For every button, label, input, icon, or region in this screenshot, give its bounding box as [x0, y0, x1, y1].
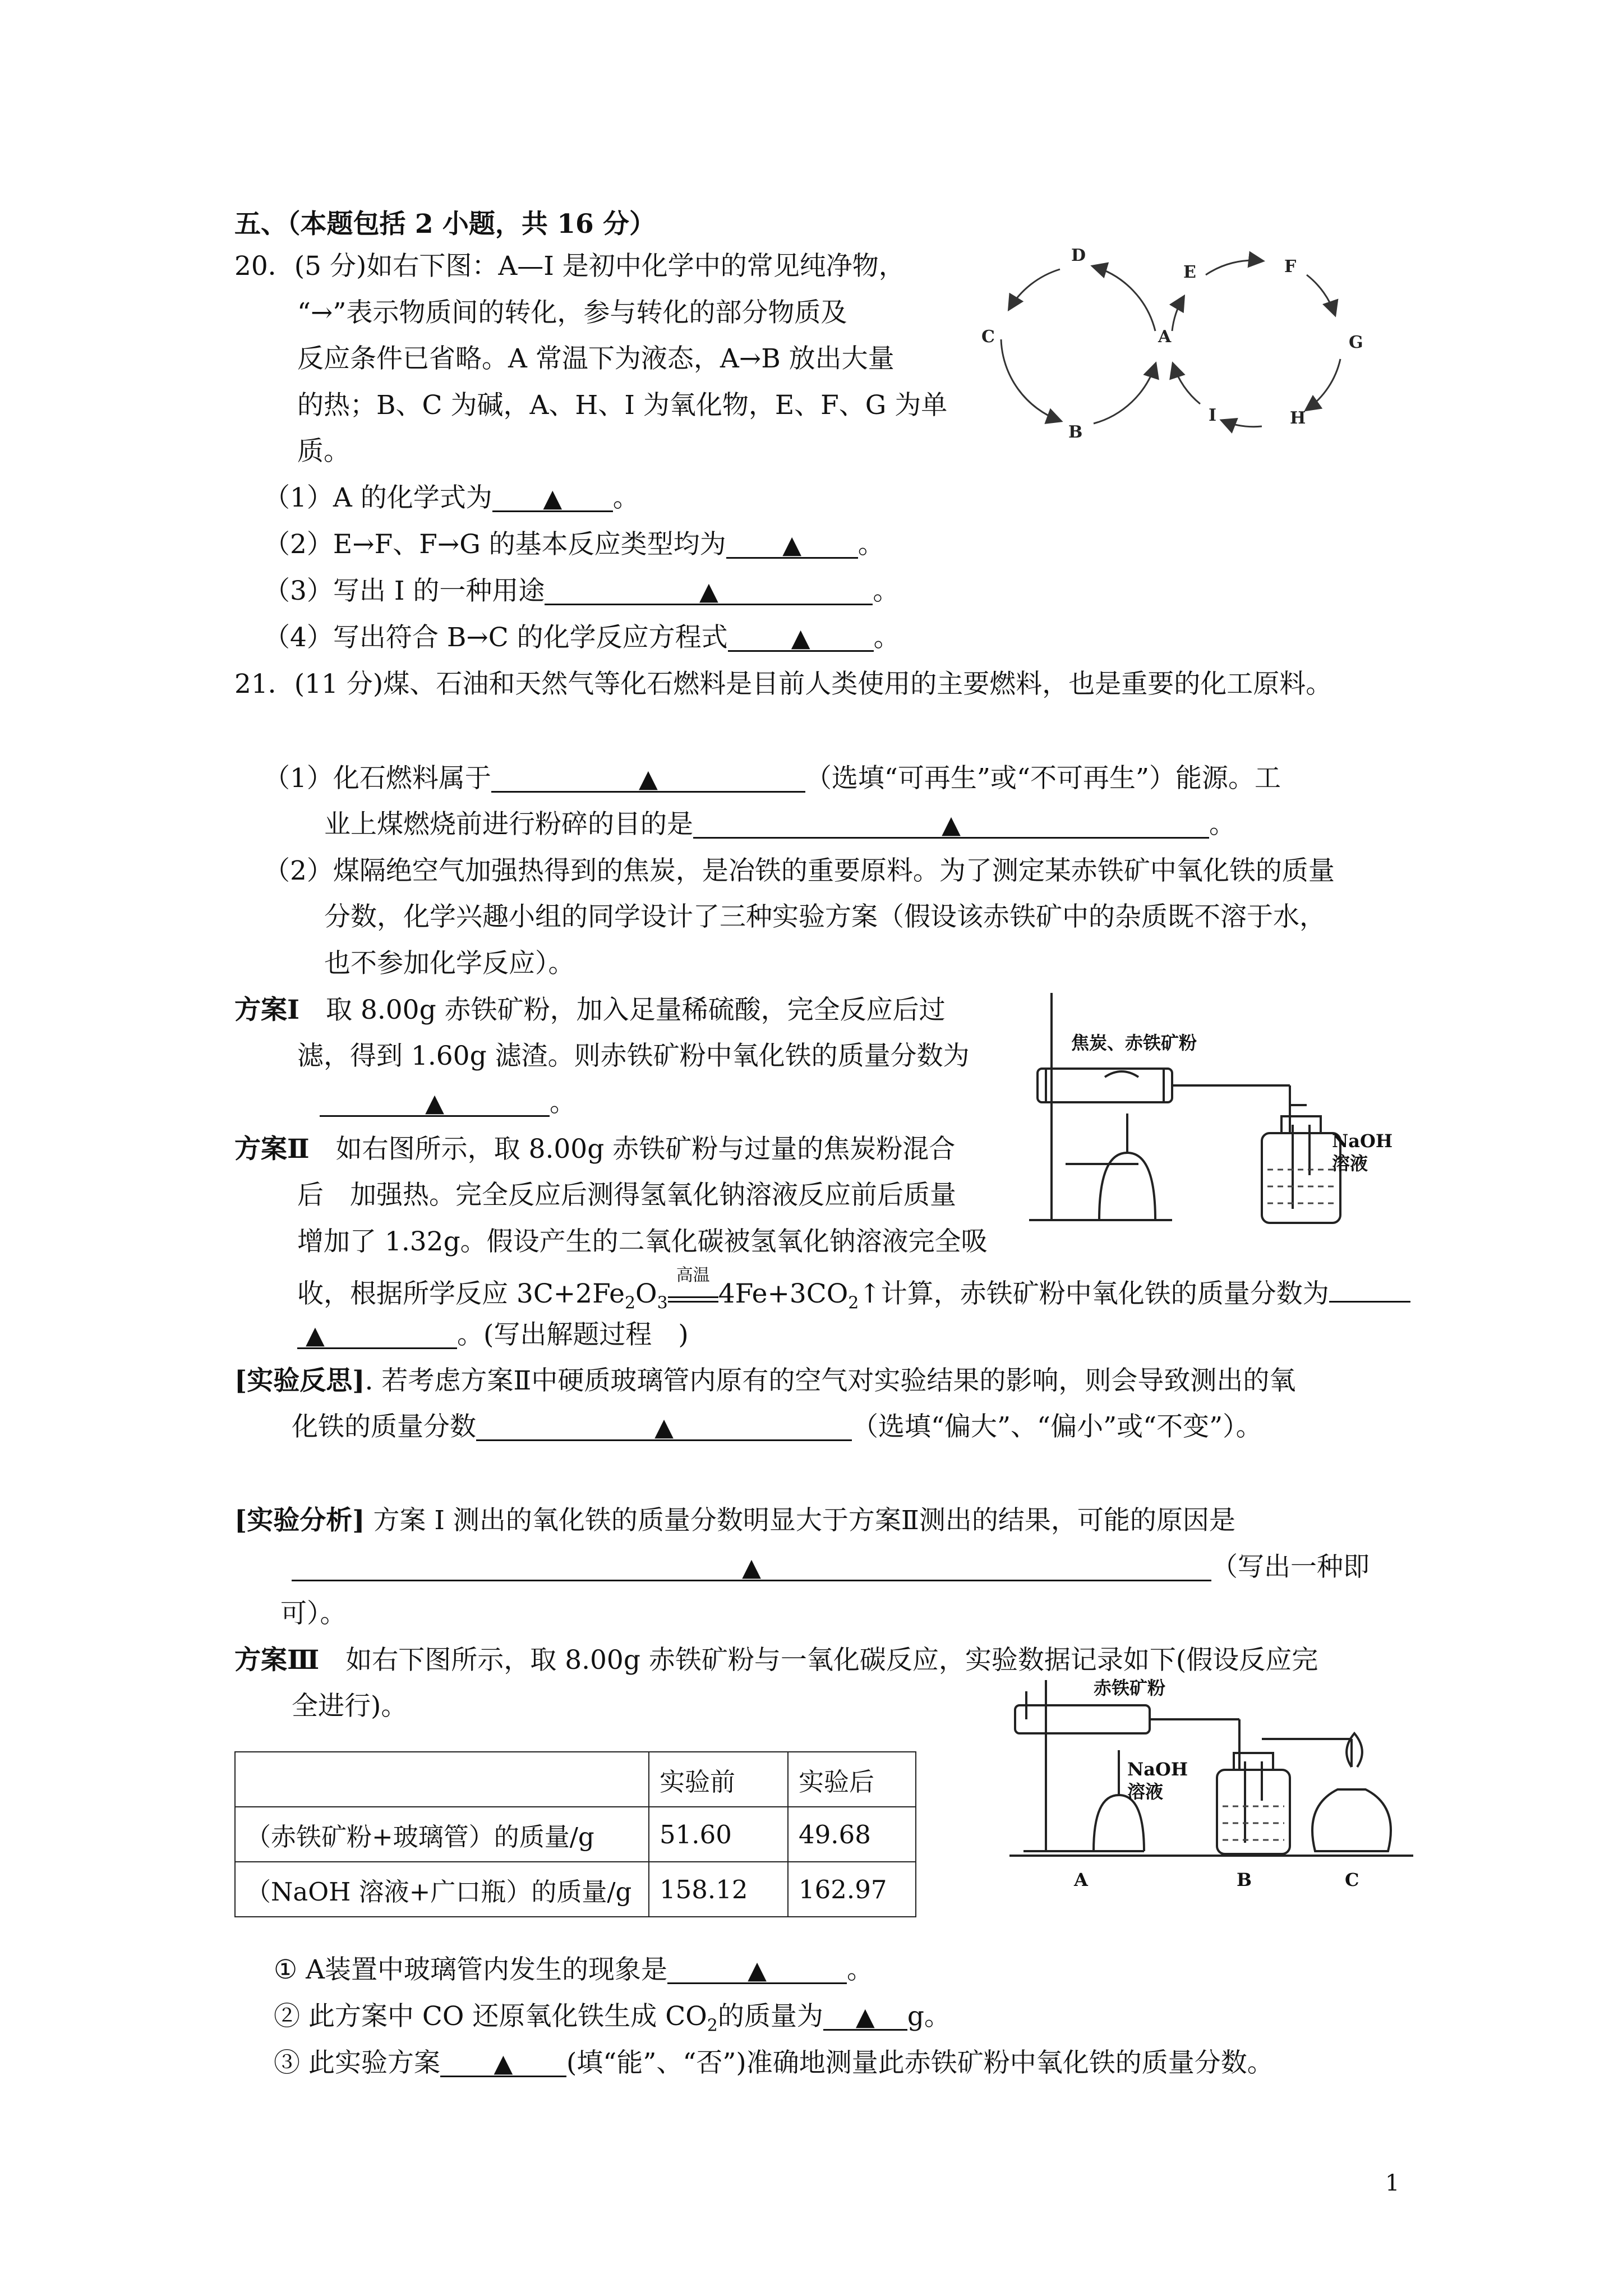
- table-header-row: [235, 1752, 916, 1807]
- plan1-line-1: [234, 993, 946, 1027]
- equation-condition: [668, 1266, 718, 1303]
- q21-p2-line-3: 也不参加化学反应）。: [324, 948, 575, 979]
- plan3-sub1-text: ① A装置中玻璃管内发生的现象是: [274, 1954, 668, 1985]
- plan1-line-2: 滤，得到 1.60g 滤渣。则赤铁矿粉中氧化铁的质量分数为: [297, 1041, 970, 1071]
- fig1-naoh-label: NaOH: [1332, 1130, 1393, 1152]
- plan3-sub3-end: (填“能”、“否”)准确地测量此赤铁矿粉中氧化铁的质量分数。: [566, 2047, 1274, 2078]
- node-I: I: [1209, 406, 1217, 425]
- q21-p1a-blank[interactable]: [491, 762, 805, 793]
- plan1-text-1: 取 8.00g 赤铁矿粉，加入足量稀硫酸，完全反应后过: [326, 995, 946, 1025]
- plan3-sub1: [274, 1953, 873, 1987]
- plan3-sub1-blank[interactable]: [667, 1953, 847, 1984]
- q21-p1a: [264, 762, 1281, 795]
- node-G: G: [1349, 333, 1363, 352]
- reflect-end: （选填“偏大”、“偏小”或“不变”）。: [852, 1411, 1262, 1442]
- answer-mark: ▲: [543, 484, 562, 513]
- plan1-line-3: [320, 1086, 576, 1120]
- equation-sub: 2: [624, 1293, 636, 1313]
- node-E: E: [1183, 263, 1196, 282]
- plan3-sub2-text: ② 此方案中 CO 还原氧化铁生成 CO: [274, 2001, 707, 2032]
- reflect-text-2: 化铁的质量分数: [292, 1411, 476, 1442]
- analysis-label: [实验分析]: [234, 1505, 365, 1536]
- plan3-sub2-blank[interactable]: [823, 2000, 907, 2031]
- plan2-end: 。(写出解题过程 ): [457, 1319, 689, 1350]
- plan3-sub3-text: ③ 此实验方案: [274, 2047, 440, 2078]
- fig1-top-label: 焦炭、赤铁矿粉: [1071, 1032, 1197, 1053]
- table-cell: （NaOH 溶液+广口瓶）的质量/g: [235, 1862, 649, 1917]
- q20-stem-line-2: “→”表示物质间的转化，参与转化的部分物质及: [297, 297, 847, 328]
- reflect-blank[interactable]: [476, 1410, 852, 1441]
- co2-subscript: 2: [707, 2016, 718, 2036]
- q20-cycle-diagram: [970, 236, 1419, 449]
- q20-stem-line-3: 反应条件已省略。A 常温下为液态，A→B 放出大量: [297, 343, 895, 374]
- answer-mark: ▲: [742, 1553, 761, 1582]
- table-header-cell: 实验后: [788, 1752, 916, 1807]
- q20-sub2-text: （2）E→F、F→G 的基本反应类型均为: [264, 529, 726, 560]
- answer-mark: ▲: [494, 2049, 513, 2078]
- q21-stem: 21．(11 分)煤、石油和天然气等化石燃料是目前人类使用的主要燃料，也是重要的化工原料。: [234, 669, 1332, 700]
- table-cell: 162.97: [788, 1862, 916, 1917]
- answer-mark: ▲: [748, 1956, 767, 1985]
- plan3-sub2-mid: 的质量为: [717, 2001, 823, 2032]
- table-row: [235, 1862, 916, 1917]
- q20-stem-line-1: 20．(5 分)如右下图：A—I 是初中化学中的常见纯净物，: [234, 251, 905, 282]
- plan3-sub3: [274, 2046, 1274, 2080]
- plan2-line-2: 后 加强热。完全反应后测得氢氧化钠溶液反应前后质量: [297, 1180, 956, 1211]
- answer-mark: ▲: [306, 1321, 325, 1350]
- equation-products: 4Fe+3CO: [718, 1278, 849, 1309]
- node-D: D: [1071, 246, 1086, 265]
- page-number: 1: [1385, 2170, 1400, 2196]
- q21-p1b-text: 业上煤燃烧前进行粉碎的目的是: [324, 809, 693, 840]
- fig1-solution-label: 溶液: [1332, 1153, 1368, 1174]
- fig2-solution-label: 溶液: [1127, 1781, 1164, 1802]
- equation-oxygen: O: [635, 1278, 657, 1309]
- q20-sub3-blank[interactable]: [545, 574, 873, 605]
- q20-sub3-end: 。: [873, 576, 900, 606]
- node-A: A: [1158, 327, 1172, 347]
- plan3-text-1: 如右下图所示，取 8.00g 赤铁矿粉与一氧化碳反应，实验数据记录如下(假设反应完: [345, 1645, 1318, 1676]
- q21-p1a-text: （1）化石燃料属于: [264, 763, 491, 794]
- equation-reactants: 收，根据所学反应 3C+2Fe: [297, 1278, 625, 1309]
- equation-sub: 2: [848, 1293, 859, 1313]
- q20-sub1-end: 。: [612, 482, 639, 513]
- analysis-text-1: 方案 I 测出的氧化铁的质量分数明显大于方案Ⅱ测出的结果，可能的原因是: [373, 1505, 1235, 1536]
- analysis-line-2: [292, 1550, 1370, 1584]
- table-header-cell: 实验前: [649, 1752, 788, 1807]
- plan2-blank[interactable]: [297, 1318, 457, 1349]
- plan3-sub3-blank[interactable]: [440, 2046, 566, 2077]
- plan3-line-1: [234, 1644, 1318, 1677]
- answer-mark: ▲: [654, 1413, 674, 1442]
- table-cell: 51.60: [649, 1807, 788, 1862]
- node-F: F: [1284, 257, 1297, 277]
- condition-text: 高温: [676, 1266, 710, 1285]
- plan2-apparatus-figure: [1026, 984, 1408, 1231]
- fig2-label-a: A: [1074, 1869, 1088, 1890]
- plan1-blank[interactable]: [320, 1086, 550, 1117]
- equation-sub: 3: [657, 1293, 668, 1313]
- section-title: 五、（本题包括 2 小题，共 16 分）: [234, 209, 656, 240]
- reflect-text-1: 若考虑方案Ⅱ中硬质玻璃管内原有的空气对实验结果的影响，则会导致测出的氧: [381, 1365, 1296, 1396]
- plan2-line-4: [297, 1266, 1410, 1320]
- analysis-end: （写出一种即: [1211, 1552, 1370, 1582]
- q20-stem-line-5: 质。: [297, 436, 350, 467]
- plan2-line-5: [297, 1318, 689, 1352]
- plan2-label: 方案Ⅱ: [234, 1134, 310, 1165]
- q20-sub2-blank[interactable]: [726, 528, 858, 559]
- reflect-line-1: [实验反思]. 若考虑方案Ⅱ中硬质玻璃管内原有的空气对实验结果的影响，则会导致测出的氧: [234, 1365, 1296, 1396]
- plan3-line-2: 全进行)。: [292, 1691, 408, 1722]
- answer-mark: ▲: [791, 624, 810, 652]
- q20-sub4: [264, 621, 900, 655]
- q20-sub1-blank[interactable]: [492, 481, 613, 512]
- q20-sub1: [264, 481, 639, 515]
- q21-p1b: [324, 808, 1235, 841]
- table-cell: 158.12: [649, 1862, 788, 1917]
- plan3-sub1-end: 。: [847, 1954, 874, 1985]
- q20-sub3-text: （3）写出 I 的一种用途: [264, 576, 545, 606]
- plan1-label: 方案Ⅰ: [234, 995, 299, 1025]
- answer-mark: ▲: [782, 531, 802, 559]
- reflect-label: [实验反思]: [234, 1365, 365, 1396]
- q20-sub4-blank[interactable]: [728, 621, 874, 652]
- analysis-blank[interactable]: [292, 1550, 1211, 1581]
- node-C: C: [981, 327, 995, 347]
- fig2-label-c: C: [1345, 1869, 1359, 1890]
- analysis-line-3: 可）。: [280, 1598, 347, 1629]
- fig2-naoh-label: NaOH: [1127, 1759, 1188, 1780]
- table-cell: （赤铁矿粉+玻璃管）的质量/g: [235, 1807, 649, 1862]
- plan2-line-3: 增加了 1.32g。假设产生的二氧化碳被氢氧化钠溶液完全吸: [297, 1226, 988, 1257]
- q21-p2-line-2: 分数，化学兴趣小组的同学设计了三种实验方案（假设该赤铁矿中的杂质既不溶于水，: [324, 901, 1326, 932]
- fig2-label-b: B: [1237, 1869, 1252, 1890]
- plan2-line-1: [234, 1133, 955, 1166]
- plan3-label: 方案Ⅲ: [234, 1645, 320, 1676]
- q20-stem-line-4: 的热；B、C 为碱，A、H、I 为氧化物，E、F、G 为单: [297, 390, 948, 421]
- fig2-top-label: 赤铁矿粉: [1094, 1677, 1166, 1699]
- plan3-sub2-end: g。: [907, 2001, 951, 2032]
- answer-mark: ▲: [699, 577, 718, 606]
- plan1-end: 。: [550, 1087, 576, 1118]
- answer-mark: ▲: [942, 811, 961, 839]
- node-B: B: [1068, 422, 1083, 442]
- plan2-text-1: 如右图所示，取 8.00g 赤铁矿粉与过量的焦炭粉混合: [335, 1134, 956, 1165]
- q20-sub4-text: （4）写出符合 B→C 的化学反应方程式: [264, 622, 728, 653]
- q20-sub1-text: （1）A 的化学式为: [264, 482, 492, 513]
- q21-p1b-end: 。: [1209, 809, 1235, 840]
- plan2-text-4: ↑计算，赤铁矿粉中氧化铁的质量分数为: [859, 1278, 1329, 1309]
- node-H: H: [1290, 408, 1306, 428]
- q21-p1a-end: （选填“可再生”或“不可再生”）能源。工: [805, 763, 1281, 794]
- q20-sub4-end: 。: [873, 622, 900, 653]
- answer-mark: ▲: [638, 765, 658, 793]
- analysis-line-1: [234, 1504, 1235, 1538]
- q21-p1b-blank[interactable]: [693, 808, 1209, 839]
- q20-sub3: [264, 574, 899, 608]
- q20-sub2-end: 。: [857, 529, 884, 560]
- plan2-blank-start[interactable]: [1329, 1272, 1410, 1303]
- reflect-line-2: [292, 1410, 1262, 1444]
- q20-sub2: [264, 528, 884, 562]
- plan3-sub2: [274, 2000, 951, 2042]
- experiment-data-table: [234, 1751, 916, 1917]
- table-row: [235, 1807, 916, 1862]
- table-header-cell: [235, 1752, 649, 1807]
- answer-mark: ▲: [855, 2003, 875, 2031]
- q21-p2-line-1: （2）煤隔绝空气加强热得到的焦炭，是冶铁的重要原料。为了测定某赤铁矿中氧化铁的质量: [264, 855, 1335, 886]
- table-cell: 49.68: [788, 1807, 916, 1862]
- answer-mark: ▲: [425, 1089, 444, 1117]
- plan3-apparatus-figure: [1009, 1677, 1413, 1890]
